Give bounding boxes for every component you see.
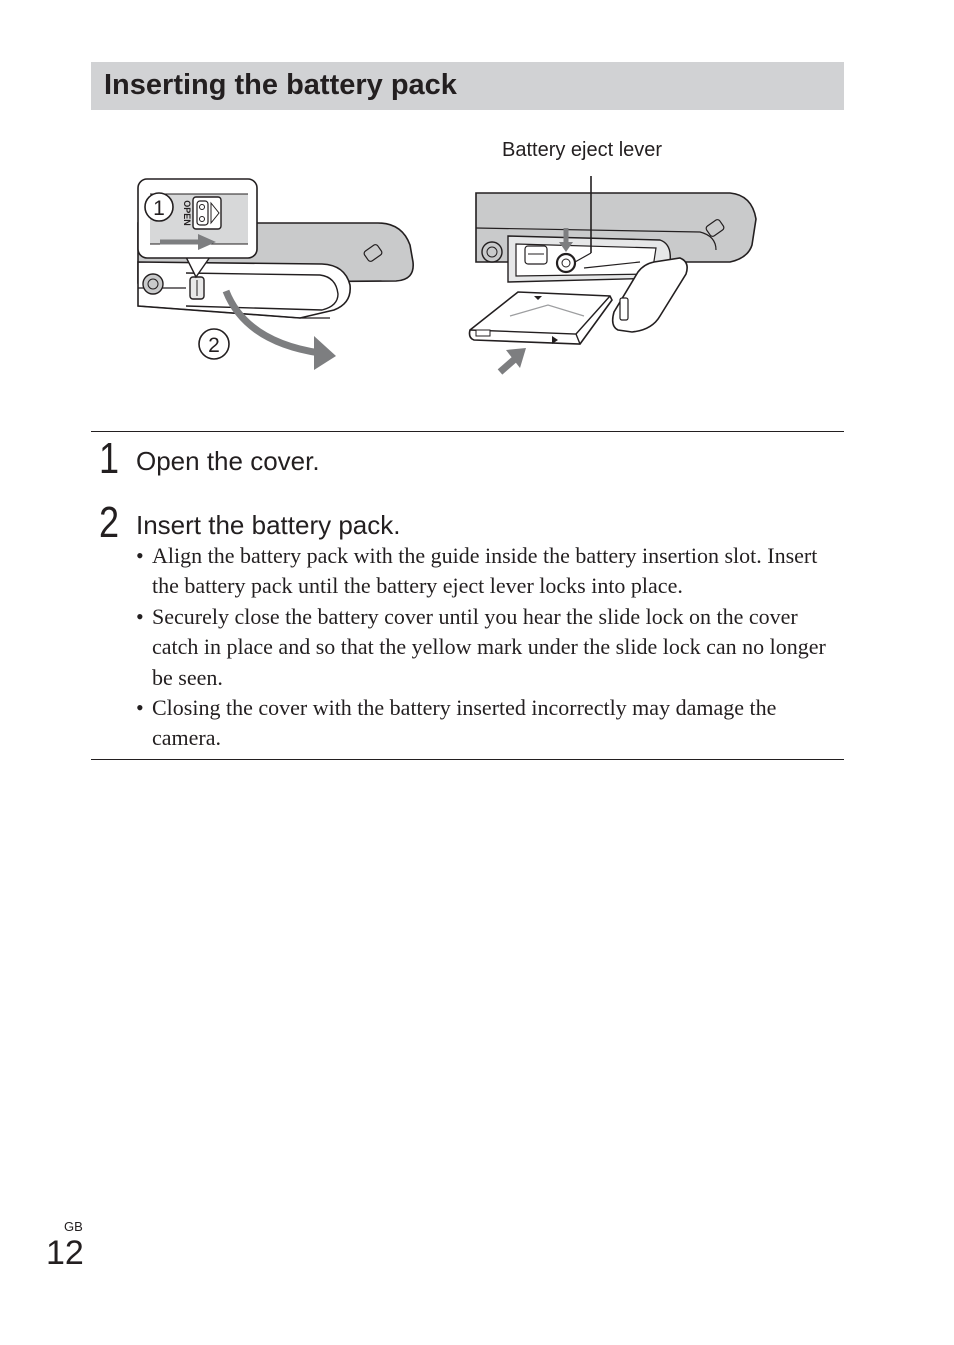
bullet-dot: • xyxy=(136,695,144,721)
section-title: Inserting the battery pack xyxy=(91,62,844,110)
step-1-title: Open the cover. xyxy=(136,446,320,476)
steps-bottom-rule xyxy=(91,759,844,760)
bullet-item xyxy=(136,693,846,754)
step-2-title: Insert the battery pack. xyxy=(136,510,401,540)
bullet-item xyxy=(136,602,846,693)
steps-top-rule xyxy=(91,431,844,432)
bullet-text: Securely close the battery cover until you hear the slide lock on the cover catch in place and so that the yellow mark under the slide lock can no longer be seen. xyxy=(152,603,826,690)
camera-cover-open-figure xyxy=(138,179,413,370)
bullet-item xyxy=(136,541,846,602)
page-language-code: GB xyxy=(64,1219,83,1234)
page-number: 12 xyxy=(46,1234,84,1272)
step-2-bullet-list xyxy=(136,541,846,754)
step-marker-1 xyxy=(145,193,173,221)
step-2-number: 2 xyxy=(99,498,120,547)
battery-insertion-figure xyxy=(470,176,757,372)
open-switch-label: OPEN xyxy=(182,200,192,226)
svg-text:2: 2 xyxy=(208,334,220,357)
bullet-text: Align the battery pack with the guide inside the battery insertion slot. Insert the battery pack until the battery eject lever locks into place. xyxy=(152,543,818,599)
bullet-text: Closing the cover with the battery inserted incorrectly may damage the camera. xyxy=(152,695,777,751)
step-marker-2 xyxy=(199,329,229,359)
step-1-number: 1 xyxy=(99,434,120,483)
battery-insertion-illustration xyxy=(0,0,954,420)
bullet-dot: • xyxy=(136,603,144,629)
svg-text:1: 1 xyxy=(153,197,165,220)
bullet-dot: • xyxy=(136,543,144,568)
battery-eject-lever-callout: Battery eject lever xyxy=(502,139,663,161)
